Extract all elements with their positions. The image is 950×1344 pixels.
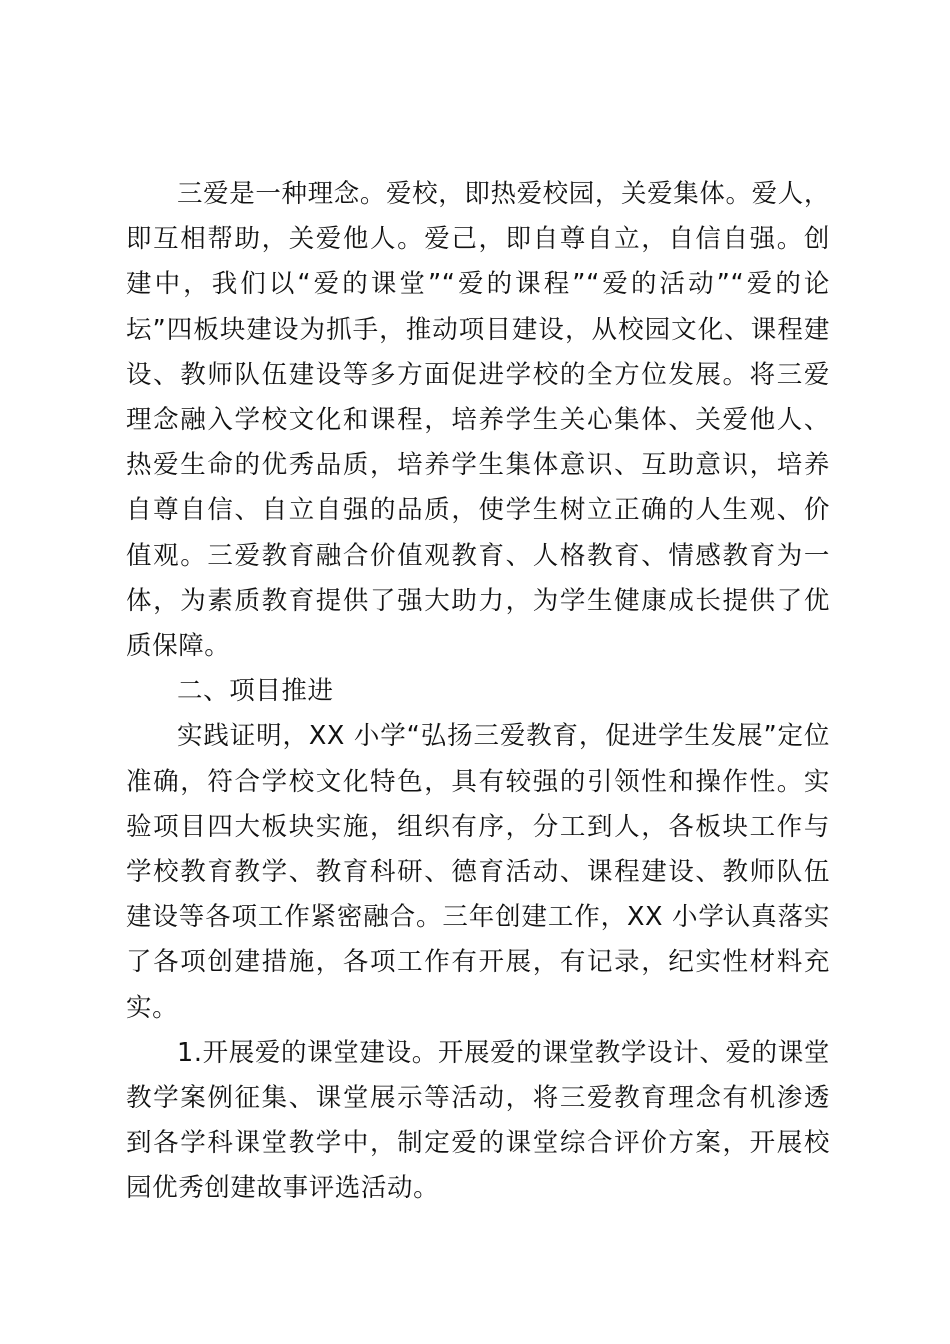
paragraph-san-ai-concept: 三爱是一种理念。爱校，即热爱校园，关爱集体。爱人，即互相帮助，关爱他人。爱己，即自尊自立，自信自强。创建中，我们以“爱的课堂”“爱的课程”“爱的活动”“爱的论坛”四板块建设为抓手，推动项目建设，从校园文化、课程建设、教师队伍建设等多方面促进学校的全方位发展。将三爱理念融入学校文化和课程，培养学生关心集体、关爱他人、热爱生命的优秀品质，培养学生集体意识、互助意识，培养自尊自信、自立自强的品质，使学生树立正确的人生观、价值观。三爱教育融合价值观教育、人格教育、情感教育为一体，为素质教育提供了强大助力，为学生健康成长提供了优质保障。 [126,179,830,662]
paragraph-classroom-construction: 1.开展爱的课堂建设。开展爱的课堂教学设计、爱的课堂教学案例征集、课堂展示等活动，将三爱教育理念有机渗透到各学科课堂教学中，制定爱的课堂综合评价方案，开展校园优秀创建故事评选活动。 [126,1037,830,1204]
document-body [126,172,830,1212]
paragraph-practice-proof: 实践证明，XX 小学“弘扬三爱教育，促进学生发展”定位准确，符合学校文化特色，具有较强的引领性和操作性。实验项目四大板块实施，组织有序，分工到人，各板块工作与学校教育教学、教育科研、德育活动、课程建设、教师队伍建设等各项工作紧密融合。三年创建工作，XX 小学认真落实了各项创建措施，各项工作有开展，有记录，纪实性材料充实。 [126,721,830,1023]
section-heading-project-progress: 二、项目推进 [177,676,334,707]
